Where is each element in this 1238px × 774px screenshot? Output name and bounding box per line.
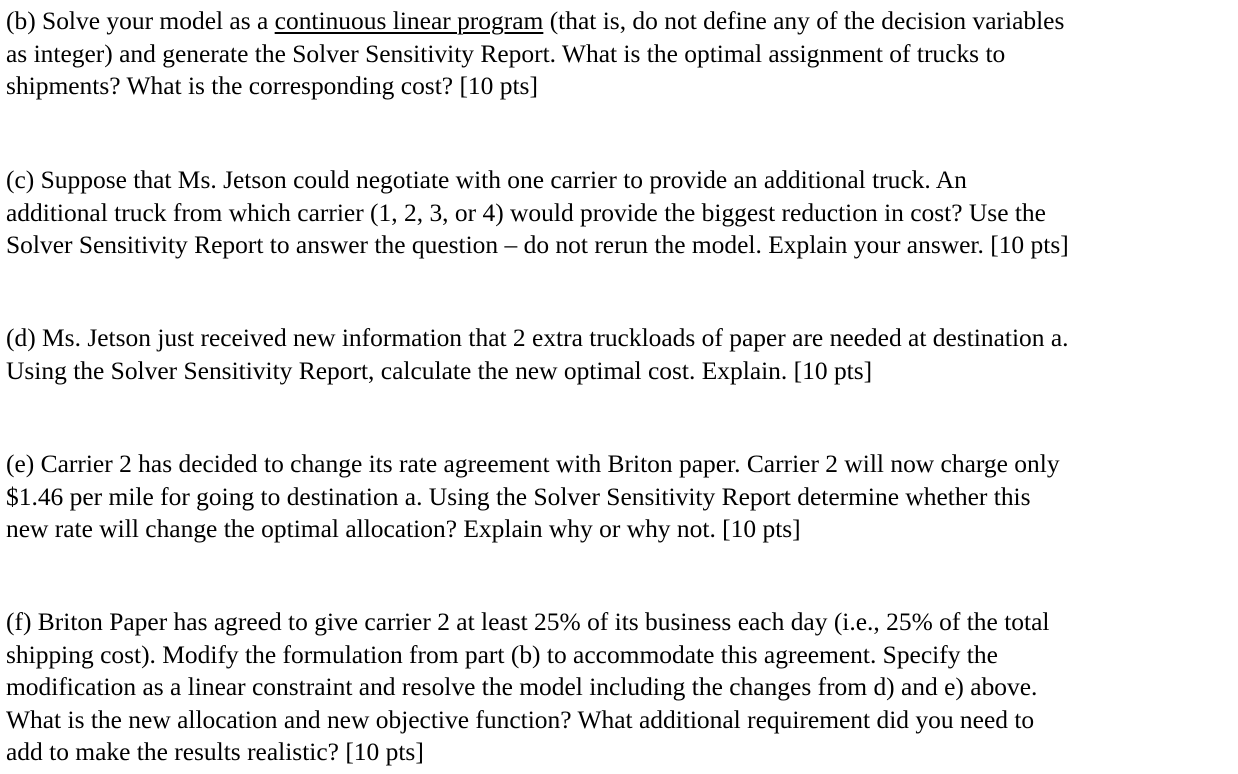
question-c-line-3: Solver Sensitivity Report to answer the question – do not rerun the model. Explain your answer. [10 pts] — [6, 230, 1069, 259]
question-e — [6, 448, 1232, 546]
question-f-line-5: add to make the results realistic? [10 pts] — [6, 737, 424, 766]
question-f-line-3: modification as a linear constraint and resolve the model including the changes from d) and e) above. — [6, 672, 1038, 701]
question-e-line-1: (e) Carrier 2 has decided to change its rate agreement with Briton paper. Carrier 2 will now charge only — [6, 449, 1060, 478]
question-f-line-1: (f) Briton Paper has agreed to give carrier 2 at least 25% of its business each day (i.e., 25% of the total — [6, 607, 1050, 636]
question-f-line-4: What is the new allocation and new objective function? What additional requirement did you need to — [6, 704, 1035, 734]
question-b-text: (b) Solve your model as a — [6, 6, 275, 35]
underlined-phrase: continuous linear program — [274, 6, 544, 35]
question-f-line-2: shipping cost). Modify the formulation from part (b) to accommodate this agreement. Specify the — [6, 639, 998, 669]
question-c-line-2: additional truck from which carrier (1, 2, 3, or 4) would provide the biggest reduction in cost? Use the — [6, 197, 1046, 227]
question-b-line-2: as integer) and generate the Solver Sensitivity Report. What is the optimal assignment of trucks to — [6, 38, 1006, 68]
question-c-line-1: (c) Suppose that Ms. Jetson could negotiate with one carrier to provide an additional truck. An — [6, 165, 967, 194]
question-f — [6, 606, 1232, 769]
question-b — [6, 5, 1232, 103]
question-c — [6, 164, 1232, 262]
question-e-line-2: $1.46 per mile for going to destination a. Using the Solver Sensitivity Report determine whether this — [6, 481, 1031, 511]
question-d — [6, 322, 1232, 387]
question-b-line-1 — [6, 5, 1230, 38]
question-e-line-3: new rate will change the optimal allocation? Explain why or why not. [10 pts] — [6, 514, 801, 543]
question-d-line-2: Using the Solver Sensitivity Report, calculate the new optimal cost. Explain. [10 pts] — [6, 355, 873, 385]
question-d-line-1: (d) Ms. Jetson just received new information that 2 extra truckloads of paper are needed at destination a. — [6, 323, 1069, 352]
question-b-line-3: shipments? What is the corresponding cost? [10 pts] — [6, 71, 538, 100]
question-b-text: (that is, do not define any of the decision variables — [543, 6, 1065, 35]
